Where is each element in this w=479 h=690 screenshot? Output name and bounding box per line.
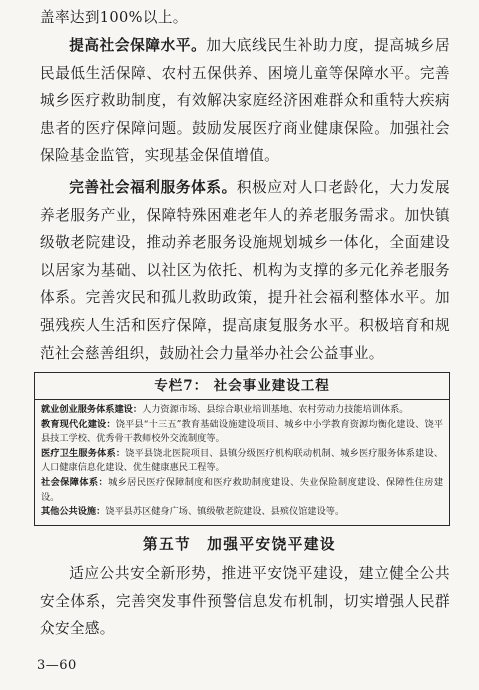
feature-item-label: 其他公共设施： bbox=[41, 506, 106, 518]
paragraph-heading: 完善社会福利服务体系。 bbox=[69, 179, 237, 196]
feature-item-text: 饶平县苏区健身广场、镇级敬老院建设、县殡仪馆建设等。 bbox=[105, 506, 345, 518]
feature-item-text: 饶平县“十三五”教育基础设施建设项目、城乡中小学教育资源均衡化建设、饶平县技工学校、优秀骨干教师校外交流制度等。 bbox=[41, 418, 443, 445]
paragraph-social-security bbox=[40, 32, 450, 170]
page-number: 3—60 bbox=[37, 658, 77, 673]
paragraph-body: 积极应对人口老龄化，大力发展养老服务产业，保障特殊困难老年人的养老服务需求。加快镇级敬老院建设，推动养老服务设施规划城乡一体化，全面建设以居家为基础、以社区为依托、机构为支撑的多元化养老服务体系。完善灾民和孤儿救助政策，提升社会福利整体水平。加强残疾人生活和医疗保障，提高康复服务水平。积极培育和规范社会慈善组织，鼓励社会力量举办社会公益事业。 bbox=[40, 179, 450, 362]
feature-item-text: 城乡居民医疗保障制度和医疗救助制度建设、失业保险制度建设、保障性住房建设。 bbox=[41, 476, 444, 503]
section-heading bbox=[0, 533, 479, 557]
feature-item-text: 饶平县饶北医院项目、县镇分级医疗机构联动机制、城乡医疗服务体系建设、人口健康信息化建设、优生健康惠民工程等。 bbox=[41, 447, 444, 474]
feature-item-text: 人力资源市场、县综合职业培训基地、农村劳动力技能培训体系。 bbox=[142, 404, 409, 415]
feature-item-healthcare bbox=[41, 447, 443, 476]
section-number: 第五节 bbox=[142, 536, 192, 553]
feature-item-employment bbox=[41, 403, 443, 418]
feature-item-label: 社会保障体系： bbox=[41, 476, 109, 488]
paragraph-public-safety: 适应公共安全新形势，推进平安饶平建设，建立健全公共安全体系，完善突发事件预警信息发布机制，切实增强人民群众安全感。 bbox=[40, 565, 450, 638]
paragraph-body: 加大底线民生补助力度，提高城乡居民最低生活保障、农村五保供养、困境儿童等保障水平。完善城乡医疗救助制度，有效解决家庭经济困难群众和重特大疾病患者的医疗保障问题。鼓励发展医疗商业健康保险。加强社会保险基金监管，实现基金保值增值。 bbox=[40, 37, 450, 165]
feature-item-social-security bbox=[41, 476, 443, 505]
continued-text-line: 盖率达到100%以上。 bbox=[40, 9, 188, 26]
paragraph-heading: 提高社会保障水平。 bbox=[69, 37, 207, 54]
paragraph-social-welfare bbox=[40, 174, 450, 367]
feature-box bbox=[34, 372, 450, 526]
feature-item-label: 教育现代化建设： bbox=[41, 418, 116, 430]
feature-item-label: 就业创业服务体系建设： bbox=[41, 404, 143, 415]
feature-item-label: 医疗卫生服务体系： bbox=[41, 447, 126, 459]
feature-item-education bbox=[41, 418, 443, 447]
feature-box-title: 专栏7： 社会事业建设工程 bbox=[35, 373, 449, 400]
feature-box-body bbox=[35, 400, 449, 520]
feature-item-public-facilities bbox=[41, 505, 443, 520]
section-title-text: 加强平安饶平建设 bbox=[207, 536, 337, 553]
